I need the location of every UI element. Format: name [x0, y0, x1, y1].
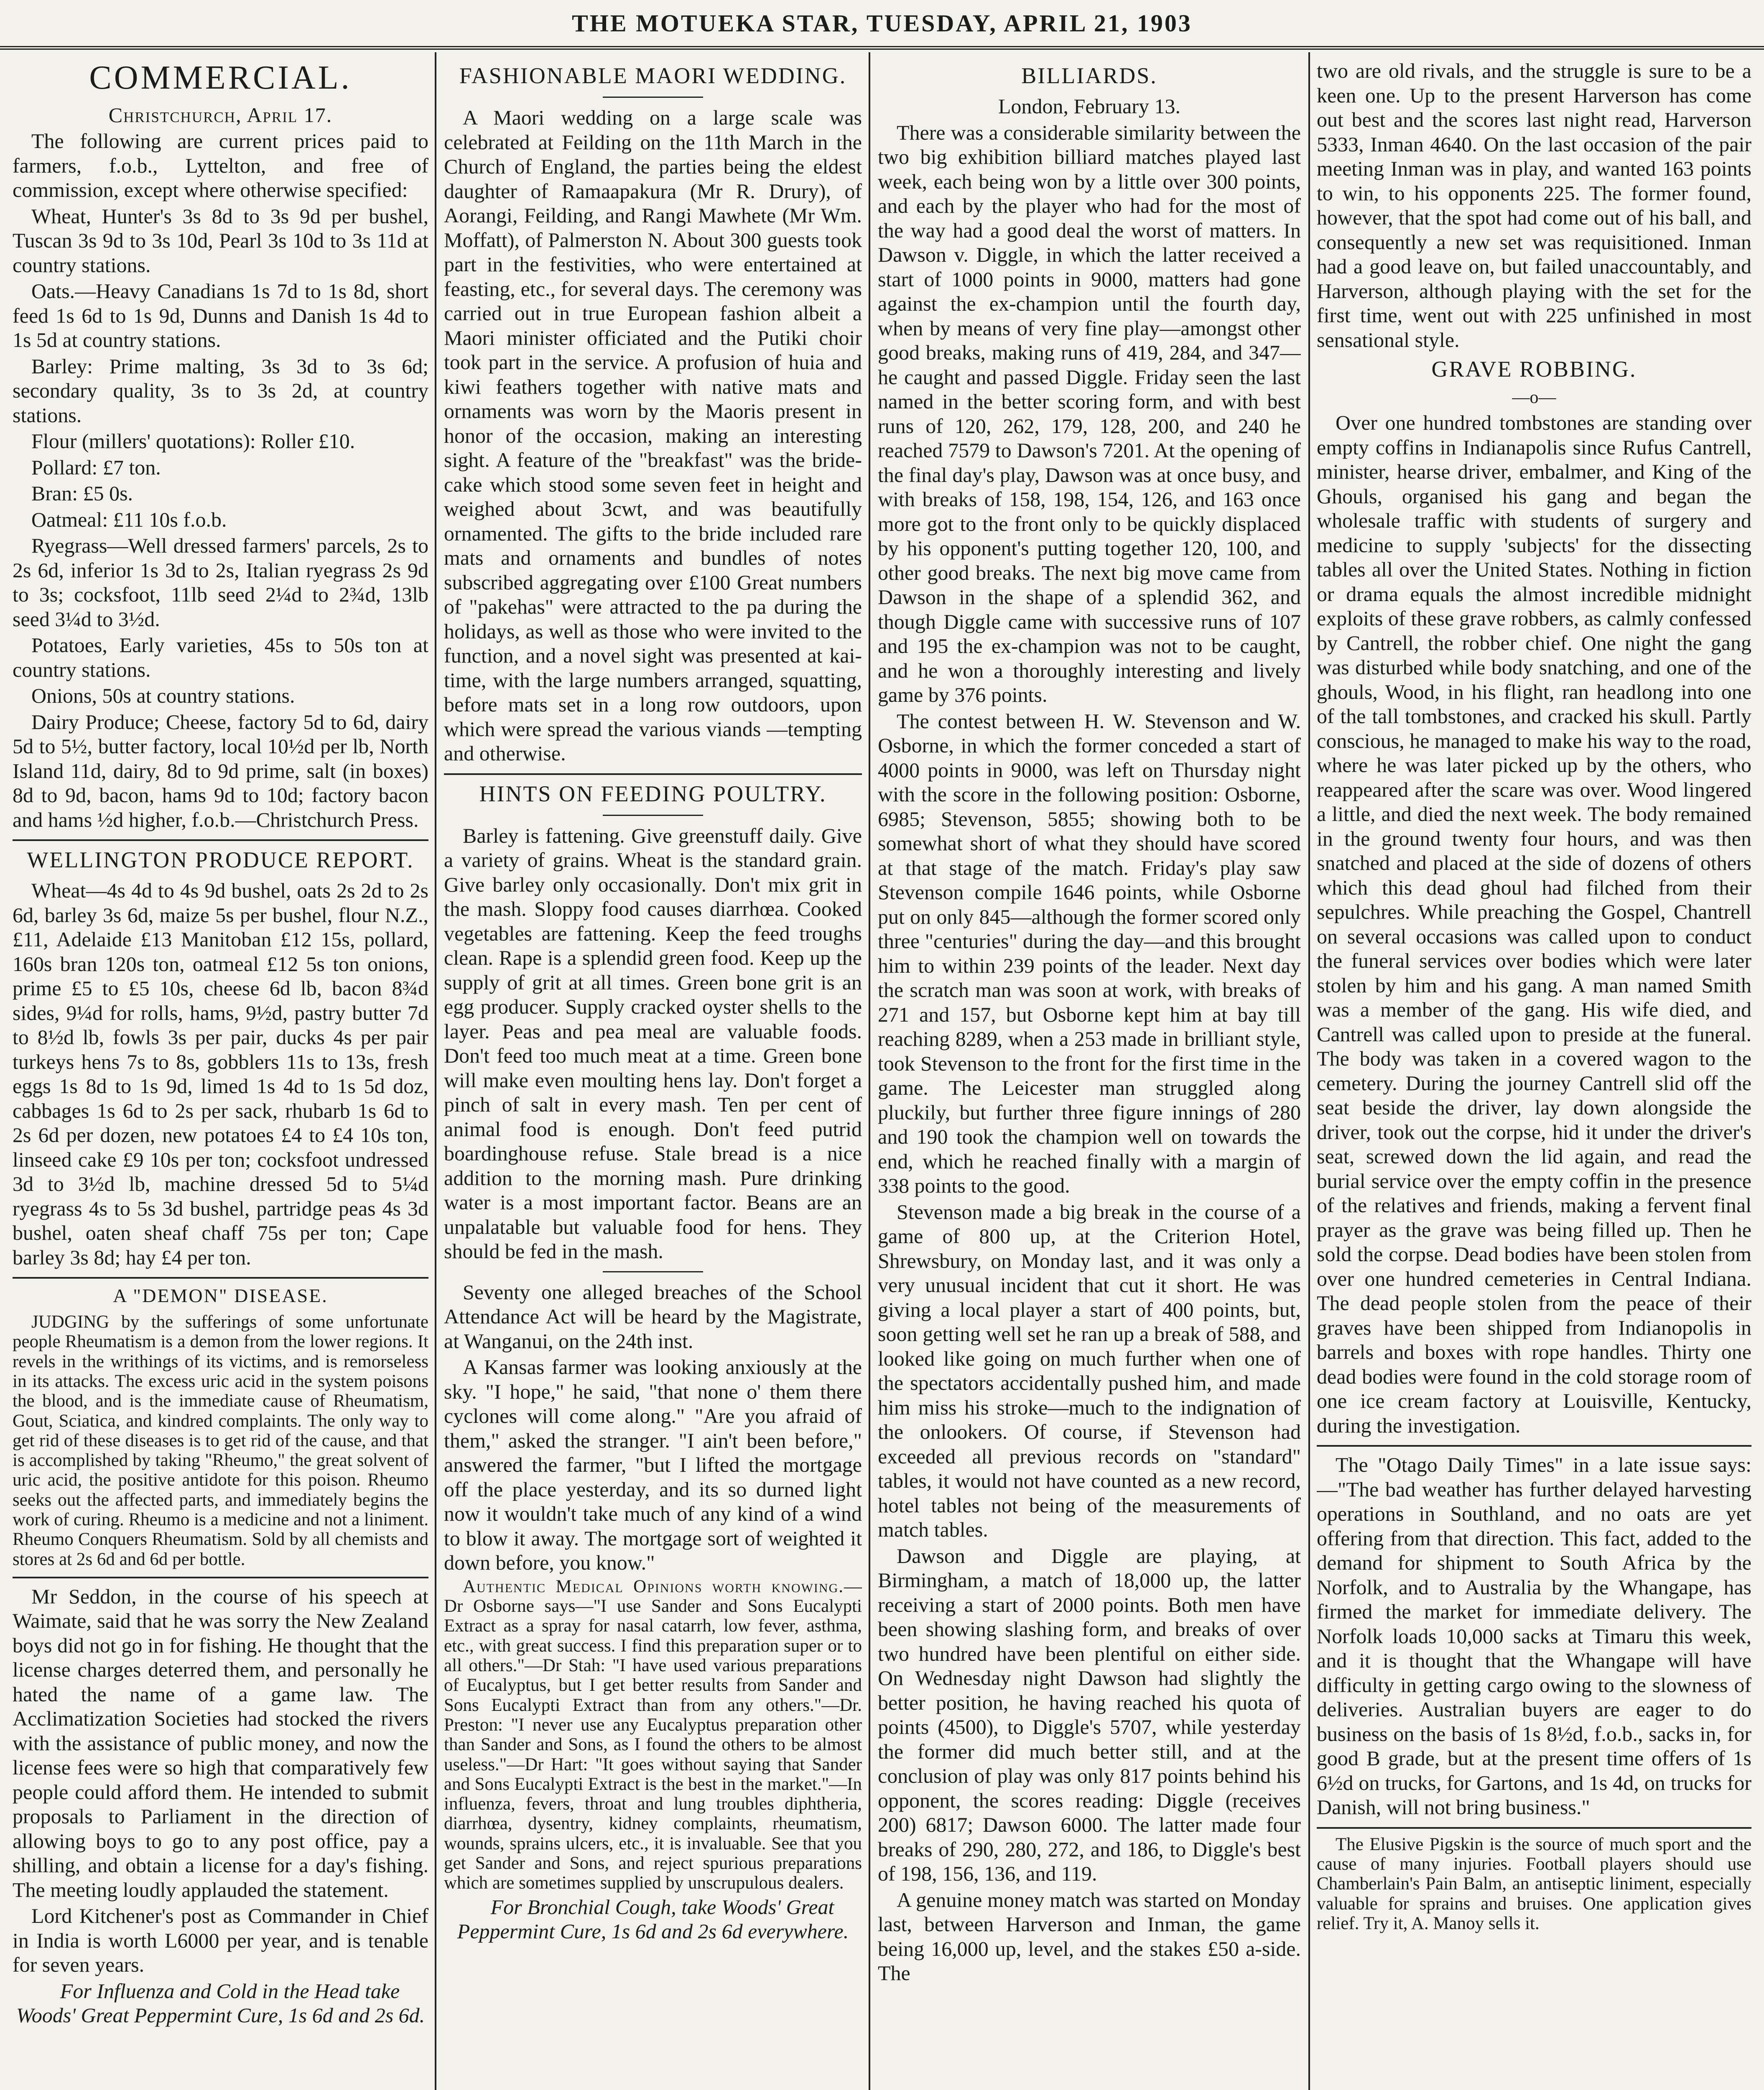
commercial-para: Pollard: £7 ton. [31, 455, 161, 479]
section-rule [1317, 1827, 1751, 1829]
masthead: THE MOTUEKA STAR, TUESDAY, APRIL 21, 1903 [572, 10, 1192, 37]
column-divider [435, 52, 436, 2090]
grave-robbing-para: Over one hundred tombstones are standing over empty coffins in Indianapolis since Rufus Cantrell, minister, hearse driver, embalmer, and King of the Ghouls, organised his gang and began the wholesale traffic with students of surgery and medicine to supply 'subjects' for the dissecting tables all over the United States. Nothing in fiction or drama equals the almost incredible midnight exploits of these grave robbers, as calmly confessed by Cantrell, the robber chief. One night the gang was disturbed while body snatching, and one of the ghouls, Wood, in his flight, ran headlong into one of the tall tombstones, and cracked his skull. Partly conscious, he managed to make his way to the road, where he was later picked up by the others, who reappeared after the scare was over. Wood lingered a little, and died the next week. The body remained in the ground twenty four hours, and was then snatched and placed at the side of dozens of others which this dead ghoul had filched from their sepulchres. While preaching the Gospel, Chantrell on several occasions was called upon to conduct the funeral services over bodies which were later stolen by him and his gang. A man named Smith was a member of the gang. His wife died, and Cantrell was called upon to preside at the funeral. The body was taken in a covered wagon to the cemetery. During the journey Cantrell slid off the seat beside the driver, lay down alongside the driver, took out the corpse, hid it under the driver's seat, screwed down the lid again, and read the burial service over the empty coffin in the presence of the relatives and friends, making a fervent final prayer as the grave was being filled up. Then he sold the corpse. Dead bodies have been stolen from over one hundred cemeteries in Central Indiana. The dead people stolen from the peace of their graves have been shipped from Indianopolis in barrels and boxes with rope handles. Thirty one dead bodies were found in the cold storage room of one ice cream factory at Louisville, Kentucky, during the investigation. [1317, 411, 1751, 1437]
billiards-para: Dawson and Diggle are playing, at Birmingham, a match of 18,000 up, the latter receiving a start of 2000 points. Both men have been showing slashing form, and breaks of over two hundred have been plentiful on either side. On Wednesday night Dawson had slightly the better position, he having reached his quota of points (4500), to Diggle's 5707, while yesterday the former did much better still, and at the conclusion of play was only 817 points behind his opponent, the scores reading: Diggle (receives 200) 6817; Dawson 6000. The latter made four breaks of 290, 280, 272, and 186, to Diggle's best of 198, 156, 136, and 119. [878, 1544, 1301, 1886]
section-rule [13, 1277, 428, 1279]
commercial-para: Potatoes, Early varieties, 45s to 50s ton at country stations. [13, 633, 428, 681]
masthead-rule [0, 46, 1764, 50]
commercial-dateline: Christchurch, April 17. [108, 103, 333, 127]
commercial-para: Bran: £5 0s. [31, 482, 133, 505]
commercial-para: The following are current prices paid to farmers, f.o.b., Lyttelton, and free of commission, except where otherwise specified: [13, 129, 428, 202]
section-rule [1317, 1445, 1751, 1447]
commercial-para: Oats.—Heavy Canadians 1s 7d to 1s 8d, short feed 1s 6d to 1s 9d, Dunns and Danish 1s 4d to 1s 5d at country stations. [13, 279, 428, 352]
billiards-para: Stevenson made a big break in the course of a game of 800 up, at the Criterion Hotel, Shrewsbury, on Monday last, and it was only a very unusual incident that cut it short. He was giving a local player a start of 400 points, but, soon getting well set he ran up a break of 588, and looked like going on much further when one of the spectators accidentally pushed him, and made him miss his stroke—much to the indignation of the onlookers. Of course, if Stevenson had exceeded all previous records on "standard" tables, it would not have counted as a new record, hotel tables not being of the measurements of match tables. [878, 1200, 1301, 1542]
section-rule [13, 1577, 428, 1578]
section-rule [444, 773, 862, 775]
advertisement-para: For Bronchial Cough, take Woods' Great Peppermint Cure, 1s 6d and 2s 6d everywhere. [457, 1895, 849, 1943]
advertisement-para: For Influenza and Cold in the Head take Woods' Great Peppermint Cure, 1s 6d and 2s 6d. [16, 1979, 425, 2027]
kitchener-para: Lord Kitchener's post as Commander in Chief in India is worth L6000 per year, and is tenable for seven years. [13, 1904, 428, 1977]
commercial-para: Oatmeal: £11 10s f.o.b. [31, 507, 227, 531]
billiards-para: The contest between H. W. Stevenson and W. Osborne, in which the former conceded a start of 4000 points in 9000, was left on Thursday night with the score in the following position: Osborne, 6985; Stevenson, 5855; showing both to be somewhat short of what they should have scored at that stage of the match. Friday's play saw Stevenson compile 1646 points, while Osborne put on only 845—although the former scored only three "centuries" during the day—and this brought him to within 239 points of the leader. Next day the scratch man was soon at work, with breaks of 271 and 157, but Osborne kept him at bay till reaching 8289, when a 253 made in brilliant style, took Stevenson to the front for the first time in the game. The Leicester man struggled along pluckily, but further three figure innings of 280 and 190 took the champion well on towards the end, which he reached finally with a margin of 338 points to the good. [878, 709, 1301, 1198]
medical-body: —Dr Osborne says—"I use Sander and Sons Eucalypti Extract as a spray for nasal catarrh, low fever, asthma, etc., with great success. I find this preparation super or to all others."—Dr Stah: "I have used various preparations of Eucalyptus, but I get better results from Sander and Sons Eucalypti Extract than from any others."—Dr. Preston: "I never use any Eucalyptus preparation other than Sander and Sons, as I found the others to be almost useless."—Dr Hart: "It goes without saying that Sander and Sons Eucalypti Extract is the best in the market."—In influenza, fevers, throat and lung troubles diphtheria, diarrhœa, dysentry, kidney complaints, rheumatism, wounds, sprains ulcers, etc., it is invaluable. See that you get Sander and Sons, and reject spurious preparations which are sometimes supplied by unscrupulous dealers. [444, 1576, 862, 1893]
wellington-para: Wheat—4s 4d to 4s 9d bushel, oats 2s 2d to 2s 6d, barley 3s 6d, maize 5s per bushel, flour N.Z., £11, Adelaide £13 Manitoban £12 15s, pollard, 160s bran 120s ton, oatmeal £12 5s ton onions, prime £5 to £5 10s, cheese 6d lb, bacon 8¾d sides, 9¼d for rolls, hams, 9½d, pastry butter 7d to 8½d lb, fowls 3s per pair, ducks 4s per pair turkeys hens 7s to 8s, gobblers 11s to 13s, fresh eggs 1s 8d to 1s 9d, limed 1s 4d to 1s 5d doz, cabbages 1s 6d to 2s per sack, rhubarb 1s 6d to 2s 6d per dozen, new potatoes £4 to £4 10s ton, linseed cake £9 10s per ton; cocksfoot undressed 3d to 3½d lb, machine dressed 5d to 5¼d ryegrass 4s to 5s 3d bushel, partridge peas 4s 3d bushel, oaten sheaf chaff 75s per ton; Cape barley 3s 8d; hay £4 per ton. [13, 879, 428, 1269]
otago-para: The "Otago Daily Times" in a late issue says:—"The bad weather has further delayed harvesting operations in Southland, and no oats are yet offering from that direction. This fact, added to the demand for shipment to South Africa by the Norfolk, and to Australia by the Whangape, has firmed the market for immediate delivery. The Norfolk loads 10,000 sacks at Timaru this week, and it is thought that the Whangape will have difficulty in getting cargo owing to the slowness of deliveries. Australian buyers are eager to do business on the basis of 1s 8½d, f.o.b., sacks in, for good B grade, but at the present time offers of 1s 6½d on trucks, for Gartons, and 1s 4d, on trucks for Danish, will not bring business." [1317, 1453, 1751, 1819]
school-para: Seventy one alleged breaches of the School Attendance Act will be heard by the Magistrate, at Wanganui, on the 24th inst. [444, 1280, 862, 1353]
billiards-para: A genuine money match was started on Monday last, between Harverson and Inman, the game being 16,000 up, level, and the stakes £50 a-side. The [878, 1888, 1301, 1985]
wellington-heading: WELLINGTON PRODUCE REPORT. [27, 847, 414, 873]
medical-lead: Authentic Medical Opinions worth knowing. [463, 1576, 844, 1596]
billiards-dateline: London, February 13. [998, 94, 1181, 118]
maori-wedding-para: A Maori wedding on a large scale was celebrated at Feilding on the 11th March in the Church of England, the parties being the eldest daughter of Ramaapakura (Mr R. Drury), of Aorangi, Feilding, and Rangi Mawhete (Mr Wm. Moffatt), of Palmerston N. About 300 guests took part in the festivities, who were entertained at feasting, etc., for several days. The ceremony was carried out in true European fashion albeit a Maori minister officiated and the Putiki choir took part in the service. A profusion of huia and kiwi feathers together with native mats and ornaments was worn by the Maoris present in honor of the occasion, making an interesting sight. A feature of the "breakfast" was the bride-cake which stood some seven feet in height and weighed about 3cwt, and was beautifully ornamented. The gifts to the bride included rare mats and ornaments and bundles of notes subscribed aggregating over £100 Great numbers of "pakehas" were attracted to the pa during the holidays, as well as those who were invited to the function, and a novel sight was presented at kai-time, with the large numbers arranged, squatting, before mats set in a long row outdoors, upon which were spread the various viands —tempting and otherwise. [444, 106, 862, 765]
commercial-para: Dairy Produce; Cheese, factory 5d to 6d, dairy 5d to 5½, butter factory, local 10½d per lb, North Island 11d, dairy, 8d to 9d prime, salt (in boxes) 8d to 9d, bacon, hams 9d to 10d; factory bacon and hams ½d higher, f.o.b.—Christchurch Press. [13, 710, 428, 831]
column-divider [1308, 52, 1310, 2090]
billiards-continued-para: two are old rivals, and the struggle is sure to be a keen one. Up to the present Harverson has come out best and the scores last night read, Harverson 5333, Inman 4640. On the last occasion of the pair meeting Inman was in play, and wanted 163 points to win, to his opponents 225. The former found, however, that the spot had come out of his ball, and consequently a new set was requisitioned. Inman had a good leave on, but failed unaccountably, and Harverson, although playing with the set for the first time, went out with 225 unfinished in most sensational style. [1317, 59, 1751, 352]
billiards-heading: BILLIARDS. [1021, 63, 1157, 88]
demon-heading: A "DEMON" DISEASE. [113, 1285, 328, 1307]
column-4 [1317, 59, 1751, 2090]
commercial-heading: COMMERCIAL. [89, 59, 352, 96]
billiards-para: There was a considerable similarity between the two big exhibition billiard matches played last week, each being won by a little over 300 points, and each by the player who had for the most of the way had a good deal the worst of matters. In Dawson v. Diggle, in which the latter received a start of 1000 points in 9000, matters had gone against the ex-champion until the fourth day, when by means of very fine play—amongst other good breaks, making runs of 419, 284, and 347—he caught and passed Diggle. Friday seen the last named in the better scoring form, and with best runs of 120, 262, 179, 128, 200, and 240 he reached 7579 to Dawson's 7201. At the opening of the final day's play, Dawson was at once busy, and with breaks of 158, 198, 154, 126, and 163 once more got to the front only to be quickly displaced by his opponent's putting together 120, 100, and other good breaks. The next big move came from Dawson in the shape of a splendid 362, and though Diggle came with successive runs of 107 and 195 the ex-champion was not to be caught, and he won a thoroughly interesting and lively game by 376 points. [878, 120, 1301, 707]
column-3 [878, 59, 1301, 2090]
commercial-para: Onions, 50s at country stations. [31, 684, 295, 708]
heading-ornament: —o— [1512, 388, 1556, 408]
section-rule [13, 839, 428, 841]
kansas-para: A Kansas farmer was looking anxiously at the sky. "I hope," he said, "that none o' them there cyclones will come along." "Are you afraid of them," asked the stranger. "I ain't been before," answered the farmer, "but I lifted the mortgage off the place yesterday, and its so durned light now it wouldn't take much of any kind of a wind to blow it away. The mortgage sort of weighted it down before, you know." [444, 1355, 862, 1575]
commercial-para: Flour (millers' quotations): Roller £10. [31, 429, 355, 453]
demon-para: JUDGING by the sufferings of some unfortunate people Rheumatism is a demon from the lower regions. It revels in the writhings of its victims, and is remorseless in its attacks. The excess uric acid in the system poisons the blood, and is the immediate cause of Rheumatism, Gout, Sciatica, and kindred complaints. The only way to get rid of these diseases is to get rid of the cause, and that is accomplished by taking "Rheumo," the great solvent of uric acid, the positive antidote for this poison. Rheumo seeks out the affected parts, and immediately begins the work of curing. Rheumo is a medicine and not a liniment. Rheumo Conquers Rheumatism. Sold by all chemists and stores at 2s 6d and 6d per bottle. [13, 1312, 428, 1569]
commercial-para: Barley: Prime malting, 3s 3d to 3s 6d; secondary quality, 3s to 3s 2d, at country stations. [13, 354, 428, 427]
commercial-para: Ryegrass—Well dressed farmers' parcels, 2s to 2s 6d, inferior 1s 3d to 2s, Italian ryegrass 2s 9d to 3s; cocksfoot, 11lb seed 2¼d to 2¾d, 13lb seed 3¼d to 3½d. [13, 534, 428, 631]
short-rule [603, 815, 703, 816]
seddon-para: Mr Seddon, in the course of his speech at Waimate, said that he was sorry the New Zealand boys did not go in for fishing. He thought that the license charges deterred them, and personally he hated the name of a game law. The Acclimatization Societies had stocked the rivers with the assistance of public money, and now the license fees were so high that comparatively few people could afford them. He intended to submit proposals to Parliament in the direction of allowing boys to go to any post office, pay a shilling, and obtain a license for a day's fishing. The meeting loudly applauded the statement. [13, 1584, 428, 1901]
pigskin-para: The Elusive Pigskin is the source of much sport and the cause of many injuries. Football players should use Chamberlain's Pain Balm, an antiseptic liniment, especially valuable for sprains and bruises. One application gives relief. Try it, A. Manoy sells it. [1317, 1834, 1751, 1933]
commercial-para: Wheat, Hunter's 3s 8d to 3s 9d per bushel, Tuscan 3s 9d to 3s 10d, Pearl 3s 10d to 3s 11d at country stations. [13, 204, 428, 277]
short-rule [603, 97, 703, 98]
poultry-heading: HINTS ON FEEDING POULTRY. [479, 781, 827, 806]
column-1 [13, 59, 428, 2090]
grave-robbing-heading: GRAVE ROBBING. [1431, 357, 1637, 382]
column-2 [444, 59, 862, 2090]
poultry-para: Barley is fattening. Give greenstuff daily. Give a variety of grains. Wheat is the standard grain. Give barley only occasionally. Don't mix grit in the mash. Sloppy food causes diarrhœa. Cooked vegetables are fattening. Keep the feed troughs clean. Rape is a splendid green food. Keep up the supply of grit at all times. Green bone grit is an egg producer. Supply cracked oyster shells to the layer. Peas and pea meal are valuable foods. Don't feed too much meat at a time. Green bone will make even moulting hens lay. Don't forget a pinch of salt in every mash. Ten per cent of animal food is enough. Don't feed putrid boardinghouse refuse. Stale bread is a nice addition to the morning mash. Pure drinking water is a most important factor. Beans are an unpalatable but valuable food for hens. They should be fed in the mash. [444, 823, 862, 1263]
short-rule [603, 1271, 703, 1272]
medical-para [444, 1577, 862, 1893]
maori-wedding-heading: FASHIONABLE MAORI WEDDING. [459, 63, 847, 88]
column-divider [869, 52, 870, 2090]
